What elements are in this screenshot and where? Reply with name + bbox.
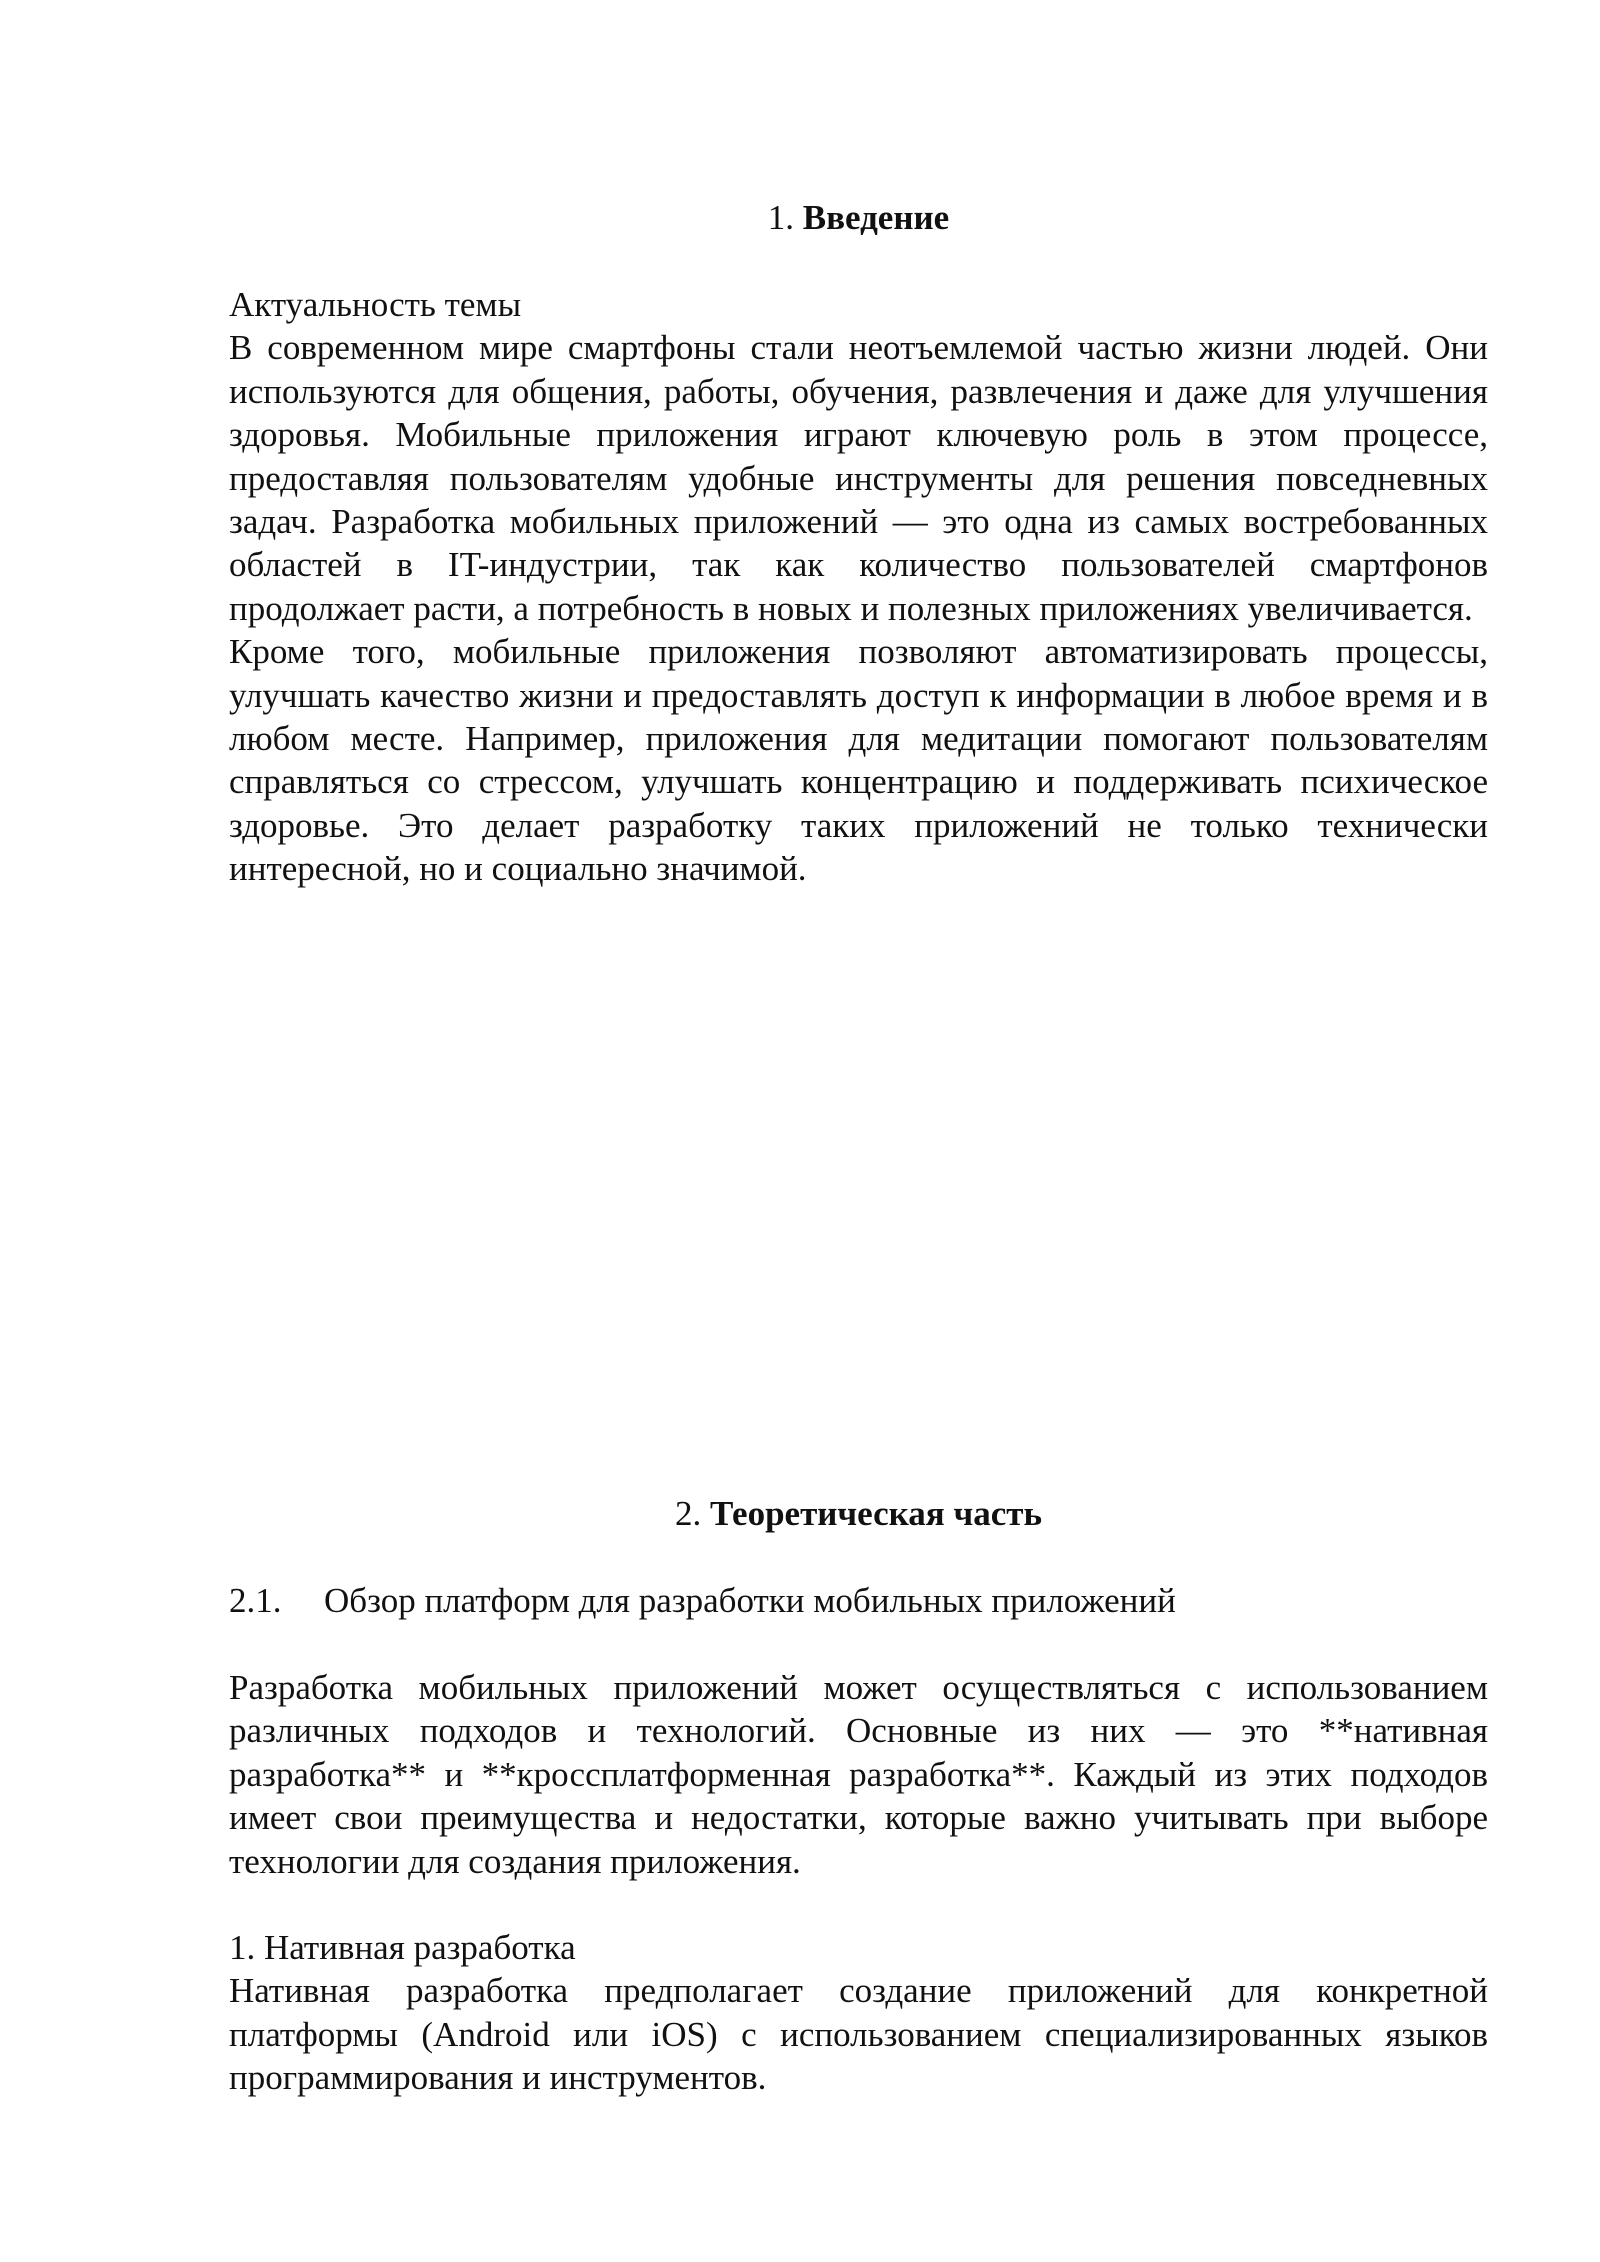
section-1-heading-block [229, 196, 1488, 239]
section-2-paragraph-1: Разработка мобильных приложений может осуществляться с использованием различных подходов и технологий. Основные из них — это **нативная разработка** и **кроссплатформенная разработка**. Каждый из этих подходов имеет свои преимущества и недостатки, которые важно учитывать при выборе технологии для создания приложения. [229, 1668, 1488, 1881]
subsection-heading-row [229, 1579, 1488, 1622]
native-development-label: 1. Нативная разработка [229, 1928, 576, 1967]
section-2-body [229, 1666, 1488, 1883]
topic-relevance-label: Актуальность темы [229, 285, 522, 324]
section-1-paragraph-1: В современном мире смартфоны стали неотъемлемой частью жизни людей. Они используются для общения, работы, обучения, развлечения и даже для улучшения здоровья. Мобильные приложения играют ключевую роль в этом процессе, предоставляя пользователям удобные инструменты для решения повседневных задач. Разработка мобильных приложений — это одна из самых востребованных областей в IT-индустрии, так как количество пользователей смартфонов продолжает расти, а потребность в новых и полезных приложениях увеличивается. [229, 328, 1488, 628]
section-2-number: 2. [675, 1494, 702, 1533]
section-2-title: Теоретическая часть [710, 1494, 1042, 1533]
section-1-title: Введение [802, 198, 950, 237]
section-1-heading [229, 196, 1488, 239]
subsection-number: 2.1. [229, 1581, 282, 1620]
section-1-number: 1. [767, 198, 795, 237]
section-1-body [229, 283, 1488, 891]
subsection-title: Обзор платформ для разработки мобильных приложений [324, 1581, 1176, 1620]
native-development-paragraph: Нативная разработка предполагает создание приложений для конкретной платформы (Android или iOS) с использованием специализированных языков программирования и инструментов. [229, 1971, 1488, 2098]
section-1-paragraph-2: Кроме того, мобильные приложения позволяют автоматизировать процессы, улучшать качество жизни и предоставлять доступ к информации в любое время и в любом месте. Например, приложения для медитации помогают пользователям справляться со стрессом, улучшать концентрацию и поддерживать психическое здоровье. Это делает разработку таких приложений не только технически интересной, но и социально значимой. [229, 632, 1488, 889]
native-development-block [229, 1926, 1488, 2100]
section-2-heading [229, 1492, 1488, 1535]
section-2-heading-block [229, 1492, 1488, 1535]
subsection-2-1-heading [229, 1579, 1488, 1622]
